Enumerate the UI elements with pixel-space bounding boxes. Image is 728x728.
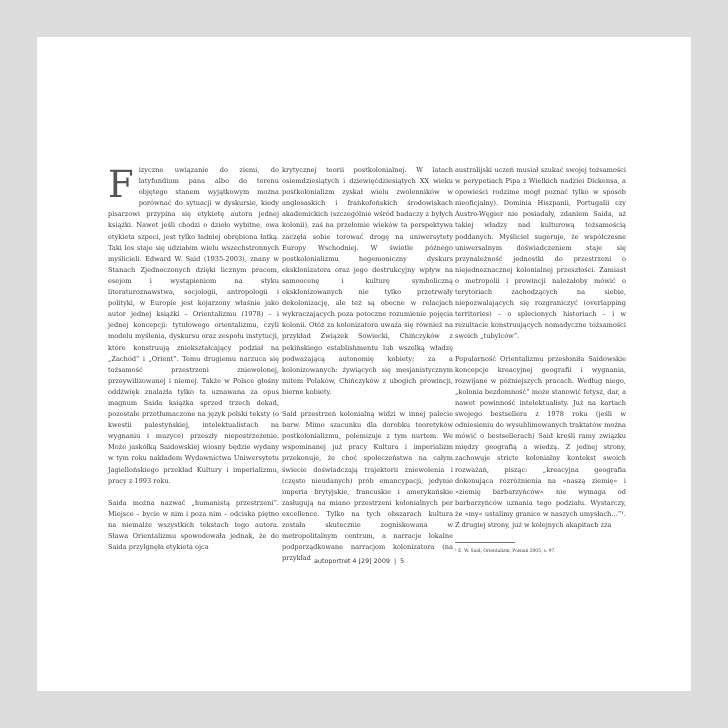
paragraph: Saida można nazwać „humanistą przestrzeni”. Miejsce – bycie w nim i poza nim – odciska piętno na niemalże wszystkich tekstach tego autora. Sława Orientalizmu spowodowała jednak, że do Saida przylgnęła etykieta ojca [108,498,279,552]
page-footer [314,557,404,565]
paragraph: Popularność Orientalizmu przesłoniła Saidowskie koncepcje kreacyjnej geografii i wygnania, rozwijane w późniejszych pracach. Według niego, „kolonia bezdomność” może stanowić fetysz, dar, a nawet powinność intelektualisty. Już na kartach swojego bestsellera z 1978 roku (jeśli w odniesieniu do wysublimowanych traktatów można mówić o bestsellerach) Said kreśli ramy związku między geografią a wiedzą. Z jednej strony, zachowuje stricte kolonialny kontekst swoich rozważań, pisząc: „kreacyjna geografia dokonująca rózróżnienia na »naszą ziemię« i »ziemię barbarzyńców« nie wymaga od barbarzyńców uznania tego podziału. Wystarczy, że »my« ustalimy granice w naszych umysłach…”¹. Z drugiej strony, już w kolejnych akapitach zza [455,354,626,529]
footer-separator: | [393,557,397,565]
paragraph: australijski uczeń musiał szukać swojej tożsamości w perypetiach Pipa z Wielkich nadziei Dickensa, a opowieści rodzime mógł poznać tylko w sposób nieoficjalny). Dominia Hiszpanii, Portugalii czy Austro-Węgier nie posiadały, zdaniem Saida, aż takiej władzy nad kulturową tożsamością poddanych. Myśliciel sugeruje, że współczesne uniwersalnym doświadczeniem staje się przynależność jednostki do przestrzeni o niejednoznacznej kolonialnej przeszłości. Zamiast o metropolii i prowincji należałoby mówić o terytoriach zachodzących na siebie, niepozwalających się rozgraniczyć (overlapping territories) – o splecionych historiach – i w rezultacie konstruujących nomadyczne tożsamości swoich „tubylców”. [455,166,626,341]
footnote: ¹ E. W. Said, Orientalizm, Poznań 2005, s. 97. [455,542,515,555]
text-column-2 [282,165,453,575]
text-column-1 [108,165,279,564]
paragraph [108,165,279,487]
document-page [37,37,691,691]
drop-cap-letter: F [108,163,134,206]
paragraph: Said przestrzeń kolonialną widzi w innej palecie barw. Mimo szacunku dla dorobku teoretyków postkolonializmu, polemizuje z tym nurtem. We wspominanej już pracy Kultura i imperializm przekonuje, że choć społeczeństwa na całym świecie doświadczają trajektorii zniewolenia i (często nieudanych) prób emancypacji, jedynie imperia brytyjskie, francuskie i amerykańskie zasługują na miano przestrzeni kolonialnych per excellence. Tylko na tych obszarach kultura została skutecznie zogniskowana w metropolitalnym centrum, a narracje lokalne podporządkowane narracjom kolonizatora (na przykład [282,410,453,563]
text-column-3 [455,165,626,555]
footer-journal-title: autoportret 4 [29] 2009 [314,557,390,565]
page-number: 5 [400,557,405,565]
paragraph-text: izyczne uwiązanie do ziemi, do latyfundium pana albo do terenu objętego stanem wyjątkowym można porównać do sytuacji w dyskursie, kiedy pisarzowi przypina się etykietę autora jednej książki. Nawet jeśli chodzi o dzieło wybitne, owa etykieta szpeci, jest tylko ładniej obrębiona łatką. Taki los staje się udziałem wielu wszechstronnych myślicieli. Edward W. Said (1935-2003), znany w Stanach Zjednoczonych dzięki licznym pracom, esejom i wystąpieniom na styku literaturoznawstwa, socjologii, antropologii i polityki, w Europie jest kojarzony właśnie jako autor jednej książki – Orientalizmu (1978) – i jednej koncepcji: tytułowego orientalizmu, czyli modelu myślenia, dyskursu oraz zespołu instytucji, które konstruują zniekształcający podział na „Zachód” i „Orient”. Temu drugiemu narzuca się tożsamość przestrzeni zniewolonej, przeywilizowanej i niemej. Także w Polsce głośny oddźwięk znalazła tylko ta uznawana za opus magnum Saida książka sprzed trzech dekad, pozostałe przetłumaczone na język polski teksty (o kwestii palestyńskiej, intelektualistach na wygnaniu i muzyce) przeszły niepostrzeżenie. Może jaskółką Saidowskiej wiosny będzie wydany w tym roku nakładem Wydawnictwa Uniwersytetu Jagiellońskiego przekład Kultury i imperializmu, pracy z 1993 roku. [108,166,279,485]
paragraph: krytycznej teorii postkolonialnej. W latach osiemdziesiątych i dziewięćdziesiątych XX wieku postkolonializm zyskał wielu zwolenników w anglosaskich i frankofońskich środowiskach akademickich (szczególnie wśród badaczy z byłych kolonii), zaś na przełomie wieków ta perspektywa zaczęła sobie torować drogę na uniwersytety Europy Wschodniej. W świetle późnego postkolonializmu hegemoniczny dyskurs eksklonizatora oraz jego destrukcyjny wpływ na samoocenę i kulturę symboliczną eksklonizowanych nie tylko przetrwały dekolonizację, ale też są obecne w relacjach wykraczających poza potoczne rozumienie pojęcia kolonii. Otóż za kolonizatora uważa się również na przykład Związek Sowiecki, Chińczyków z pekińskiego establishmentu lub wszelką władzę podważającą autonomię kobiety; za a kolonizowanych: żywiących się mesjanistycznym mitem Polaków, Chińczyków z ubogich prowincji, bierne kobiety. [282,166,453,396]
